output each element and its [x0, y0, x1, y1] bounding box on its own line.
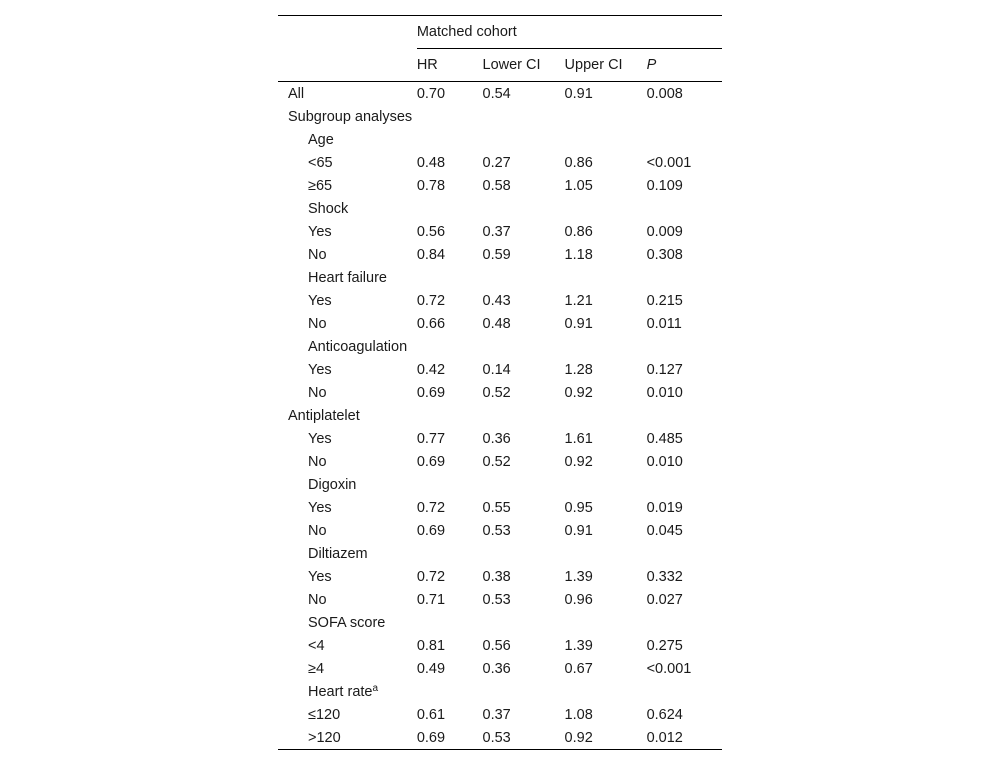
- cell-lower-ci: 0.14: [482, 361, 511, 378]
- table-row: [278, 128, 722, 151]
- cell-hr: 0.42: [416, 361, 446, 378]
- cell-upper-ci: 1.18: [564, 246, 593, 263]
- cell-hr: 0.71: [416, 591, 446, 608]
- row-label: [278, 657, 417, 680]
- cell-lower-ci: 0.36: [482, 430, 511, 447]
- table-row: [278, 174, 722, 197]
- cell-p: [647, 611, 722, 634]
- cell-lower-ci: [483, 266, 565, 289]
- cell-p: [647, 680, 722, 703]
- table-row: [278, 680, 722, 703]
- cell-lower-ci: 0.55: [482, 499, 511, 516]
- cell-lower-ci: [483, 611, 565, 634]
- row-label: [278, 726, 417, 750]
- table-row: [278, 312, 722, 335]
- cell-lower-ci: 0.36: [482, 660, 511, 677]
- cell-p: [647, 404, 722, 427]
- table-row: [278, 542, 722, 565]
- row-label: [278, 496, 417, 519]
- cell-upper-ci: [565, 335, 647, 358]
- row-label-text: >120: [308, 729, 341, 746]
- cell-upper-ci: [565, 105, 647, 128]
- row-label-text: Anticoagulation: [308, 338, 408, 355]
- cell-upper-ci: 1.39: [564, 637, 593, 654]
- cell-lower-ci: 0.56: [482, 637, 511, 654]
- column-header-lower-ci: Lower CI: [483, 49, 565, 82]
- cell-hr: [417, 680, 483, 703]
- row-label: [278, 289, 417, 312]
- table-row: [278, 473, 722, 496]
- cell-upper-ci: [565, 542, 647, 565]
- table-row: [278, 243, 722, 266]
- cell-hr: [417, 542, 483, 565]
- column-header-p: P: [647, 49, 722, 82]
- cohort-group-header: Matched cohort: [417, 16, 722, 49]
- cell-lower-ci: [483, 404, 565, 427]
- cohort-header-row: [278, 16, 722, 49]
- cell-upper-ci: [565, 404, 647, 427]
- row-label: [278, 128, 417, 151]
- cell-lower-ci: 0.48: [482, 315, 511, 332]
- cell-upper-ci: 0.91: [564, 315, 593, 332]
- cell-lower-ci: [483, 473, 565, 496]
- row-label-text: No: [308, 591, 327, 608]
- table-row: [278, 335, 722, 358]
- cell-p: 0.275: [646, 637, 683, 654]
- row-label-text: ≥4: [308, 660, 325, 677]
- cell-lower-ci: 0.53: [482, 729, 511, 746]
- cell-upper-ci: 1.05: [564, 177, 593, 194]
- cell-lower-ci: [483, 197, 565, 220]
- cell-lower-ci: 0.59: [482, 246, 511, 263]
- table-row: [278, 611, 722, 634]
- table-row: [278, 358, 722, 381]
- cell-upper-ci: 0.95: [564, 499, 593, 516]
- row-label-text: Heart failure: [308, 269, 387, 286]
- column-header-row: [278, 49, 722, 82]
- table-row: [278, 565, 722, 588]
- cell-upper-ci: 1.08: [564, 706, 593, 723]
- cell-upper-ci: [565, 266, 647, 289]
- cell-hr: 0.78: [416, 177, 446, 194]
- cell-hr: 0.72: [416, 292, 446, 309]
- row-label-text: No: [308, 522, 327, 539]
- row-label-text: Yes: [308, 499, 332, 516]
- cell-p: 0.332: [646, 568, 683, 585]
- table-row: [278, 519, 722, 542]
- cell-hr: 0.66: [416, 315, 446, 332]
- cell-upper-ci: 1.28: [564, 361, 593, 378]
- cell-upper-ci: 1.21: [564, 292, 593, 309]
- column-header-upper-ci: Upper CI: [565, 49, 647, 82]
- cell-lower-ci: 0.27: [482, 154, 511, 171]
- row-label: [278, 542, 417, 565]
- table-row: [278, 726, 722, 750]
- cell-hr: 0.72: [416, 568, 446, 585]
- table-row: [278, 197, 722, 220]
- row-label: [278, 611, 417, 634]
- footnote-marker: a: [372, 682, 379, 694]
- cell-p: [647, 542, 722, 565]
- row-label: [278, 519, 417, 542]
- cell-upper-ci: 0.92: [564, 729, 593, 746]
- header-label-cell: [278, 49, 417, 82]
- row-label: [278, 335, 417, 358]
- cell-hr: [417, 266, 483, 289]
- cell-p: [647, 128, 722, 151]
- cell-p: 0.109: [646, 177, 683, 194]
- cell-p: <0.001: [646, 660, 692, 677]
- cell-p: [647, 473, 722, 496]
- table-row: [278, 703, 722, 726]
- row-label-text: Yes: [308, 568, 332, 585]
- table-row: [278, 381, 722, 404]
- cell-lower-ci: [483, 542, 565, 565]
- row-label: [278, 450, 417, 473]
- table-row: [278, 496, 722, 519]
- cell-p: 0.624: [646, 706, 683, 723]
- table-row: [278, 105, 722, 128]
- row-label: [278, 312, 417, 335]
- row-label-text: <4: [308, 637, 325, 654]
- cell-upper-ci: 0.92: [564, 453, 593, 470]
- row-label-text: Shock: [308, 200, 349, 217]
- cell-lower-ci: [483, 335, 565, 358]
- cell-p: 0.011: [646, 315, 682, 332]
- table-row: [278, 289, 722, 312]
- row-label-text: Yes: [308, 223, 332, 240]
- cell-hr: [417, 404, 483, 427]
- cell-upper-ci: 0.91: [564, 522, 593, 539]
- cell-hr: 0.61: [416, 706, 446, 723]
- cell-upper-ci: 0.96: [564, 591, 593, 608]
- row-label: [278, 427, 417, 450]
- cell-p: 0.045: [646, 522, 683, 539]
- row-label: [278, 197, 417, 220]
- cell-p: [647, 266, 722, 289]
- row-label-text: No: [308, 315, 327, 332]
- cell-upper-ci: 0.86: [564, 223, 593, 240]
- cell-upper-ci: 1.39: [564, 568, 593, 585]
- table-row: [278, 450, 722, 473]
- table-row: [278, 634, 722, 657]
- row-label: [278, 358, 417, 381]
- row-label-text: ≥65: [308, 177, 333, 194]
- cell-p: 0.308: [646, 246, 683, 263]
- cell-p: [647, 105, 722, 128]
- cell-lower-ci: [483, 680, 565, 703]
- row-label-text: Age: [308, 131, 334, 148]
- cell-p: 0.215: [646, 292, 683, 309]
- cell-p: 0.027: [646, 591, 683, 608]
- cell-hr: [417, 335, 483, 358]
- row-label: [278, 243, 417, 266]
- cell-lower-ci: 0.38: [482, 568, 511, 585]
- row-label-text: No: [308, 384, 327, 401]
- row-label-text: Antiplatelet: [288, 407, 360, 424]
- cell-hr: 0.72: [416, 499, 446, 516]
- cell-p: <0.001: [646, 154, 692, 171]
- cell-hr: [417, 611, 483, 634]
- cell-p: 0.019: [646, 499, 683, 516]
- cell-upper-ci: [565, 680, 647, 703]
- cell-lower-ci: 0.53: [482, 522, 511, 539]
- row-label-text: All: [288, 85, 305, 102]
- cell-lower-ci: 0.58: [482, 177, 511, 194]
- row-label-text: Yes: [308, 361, 332, 378]
- column-header-hr: HR: [417, 49, 483, 82]
- cell-hr: 0.77: [416, 430, 446, 447]
- row-label: [278, 404, 417, 427]
- cell-hr: 0.69: [416, 729, 446, 746]
- cell-lower-ci: [483, 105, 565, 128]
- table-row: [278, 427, 722, 450]
- row-label-text: Digoxin: [308, 476, 357, 493]
- cell-upper-ci: [565, 128, 647, 151]
- cell-upper-ci: 0.91: [564, 85, 593, 102]
- cell-lower-ci: 0.53: [482, 591, 511, 608]
- cell-hr: [417, 197, 483, 220]
- cell-lower-ci: [483, 128, 565, 151]
- table-row: [278, 82, 722, 106]
- row-label: [278, 473, 417, 496]
- cell-p: 0.485: [646, 430, 683, 447]
- cell-hr: 0.49: [416, 660, 446, 677]
- cell-p: 0.010: [646, 384, 683, 401]
- row-label: [278, 174, 417, 197]
- cell-p: 0.012: [646, 729, 683, 746]
- row-label-text: SOFA score: [308, 614, 386, 631]
- row-label-text: No: [308, 453, 327, 470]
- row-label-text: Heart rate: [308, 683, 373, 700]
- cell-p: [647, 197, 722, 220]
- table-row: [278, 657, 722, 680]
- row-label: [278, 105, 417, 128]
- cell-hr: [417, 105, 483, 128]
- cell-hr: [417, 473, 483, 496]
- table-row: [278, 588, 722, 611]
- cell-lower-ci: 0.52: [482, 384, 511, 401]
- row-label: [278, 266, 417, 289]
- row-label-text: <65: [308, 154, 333, 171]
- row-label: [278, 82, 417, 106]
- cell-lower-ci: 0.37: [482, 706, 511, 723]
- cell-hr: 0.84: [416, 246, 446, 263]
- cell-lower-ci: 0.52: [482, 453, 511, 470]
- cell-upper-ci: [565, 473, 647, 496]
- cell-upper-ci: 0.92: [564, 384, 593, 401]
- row-label: [278, 151, 417, 174]
- cell-hr: 0.48: [416, 154, 446, 171]
- row-label: [278, 634, 417, 657]
- row-label-text: Yes: [308, 292, 332, 309]
- results-table: [278, 15, 722, 750]
- cell-upper-ci: 0.67: [564, 660, 593, 677]
- table-row: [278, 266, 722, 289]
- cell-hr: 0.81: [416, 637, 446, 654]
- cell-hr: 0.70: [416, 85, 446, 102]
- cell-hr: [417, 128, 483, 151]
- row-label: [278, 220, 417, 243]
- cell-lower-ci: 0.43: [482, 292, 511, 309]
- table-row: [278, 404, 722, 427]
- table-body: [278, 82, 722, 750]
- row-label-text: Diltiazem: [308, 545, 368, 562]
- cell-hr: 0.69: [416, 453, 446, 470]
- row-label-text: Subgroup analyses: [288, 108, 413, 125]
- row-label: [278, 588, 417, 611]
- row-label-text: ≤120: [308, 706, 341, 723]
- cell-upper-ci: 1.61: [564, 430, 593, 447]
- row-label: [278, 565, 417, 588]
- cell-upper-ci: [565, 611, 647, 634]
- cell-hr: 0.69: [416, 384, 446, 401]
- header-corner: [278, 16, 417, 49]
- cell-p: 0.009: [646, 223, 683, 240]
- table-row: [278, 151, 722, 174]
- cell-hr: 0.56: [416, 223, 446, 240]
- cell-p: 0.127: [646, 361, 683, 378]
- cell-upper-ci: 0.86: [564, 154, 593, 171]
- cell-p: 0.008: [646, 85, 683, 102]
- row-label-text: No: [308, 246, 327, 263]
- row-label: [278, 381, 417, 404]
- cell-p: 0.010: [646, 453, 683, 470]
- cell-p: [647, 335, 722, 358]
- row-label-text: Yes: [308, 430, 332, 447]
- row-label: [278, 680, 417, 703]
- cell-hr: 0.69: [416, 522, 446, 539]
- row-label: [278, 703, 417, 726]
- table-row: [278, 220, 722, 243]
- cell-upper-ci: [565, 197, 647, 220]
- cell-lower-ci: 0.37: [482, 223, 511, 240]
- cell-lower-ci: 0.54: [482, 85, 511, 102]
